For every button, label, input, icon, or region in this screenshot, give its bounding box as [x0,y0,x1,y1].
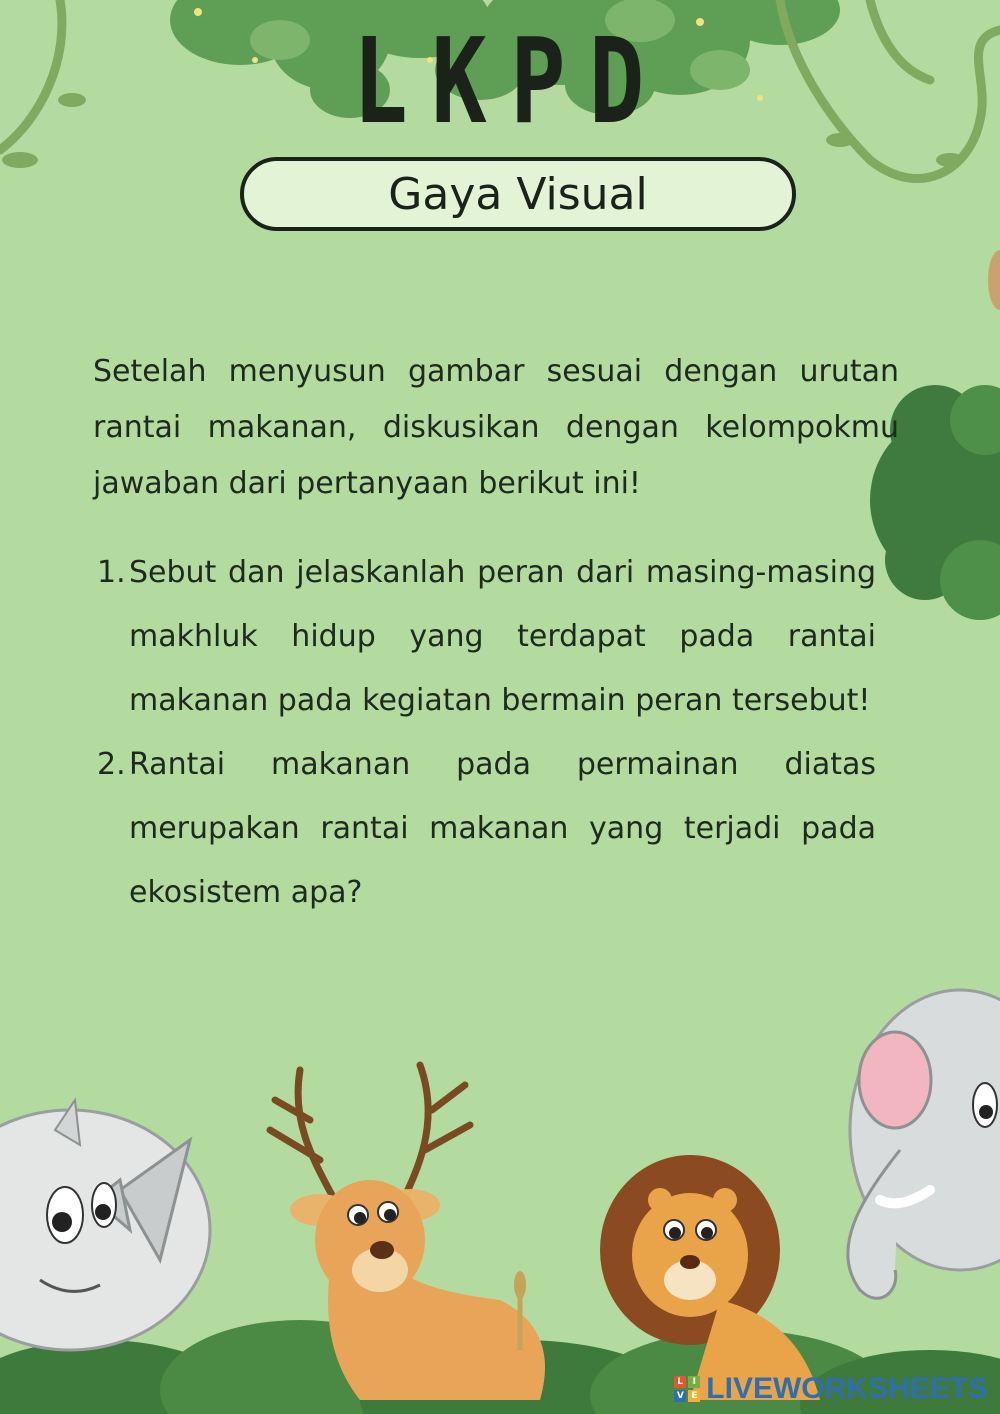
question-number: 2. [97,747,126,782]
liveworksheets-logo-icon [674,1376,700,1402]
elephant-illustration [848,990,1000,1298]
question-text: Sebut dan jelaskanlah peran dari masing-masing makhluk hidup yang terdapat pada rantai makanan pada kegiatan bermain peran tersebut! [129,555,876,718]
logo-letter: E [688,1390,700,1402]
logo-letter: I [688,1376,700,1388]
subtitle-label: Gaya Visual [388,168,648,220]
question-item [93,541,876,733]
rhino-illustration [0,1100,210,1350]
instructions-paragraph: Setelah menyusun gambar sesuai dengan urutan rantai makanan, diskusikan dengan kelompokmu jawaban dari pertanyaan berikut ini! [93,354,899,501]
logo-letter: L [674,1376,686,1388]
question-list [93,541,876,925]
logo-letter: V [674,1390,686,1402]
question-text: Rantai makanan pada permainan diatas merupakan rantai makanan yang terjadi pada ekosistem apa? [129,747,876,910]
question-number: 1. [97,555,126,590]
watermark-text: LIVEWORKSHEETS [706,1372,988,1405]
page-title: LKPD [352,12,668,150]
question-item [93,733,876,925]
subtitle-badge [240,157,796,231]
liveworksheets-watermark [674,1372,988,1406]
